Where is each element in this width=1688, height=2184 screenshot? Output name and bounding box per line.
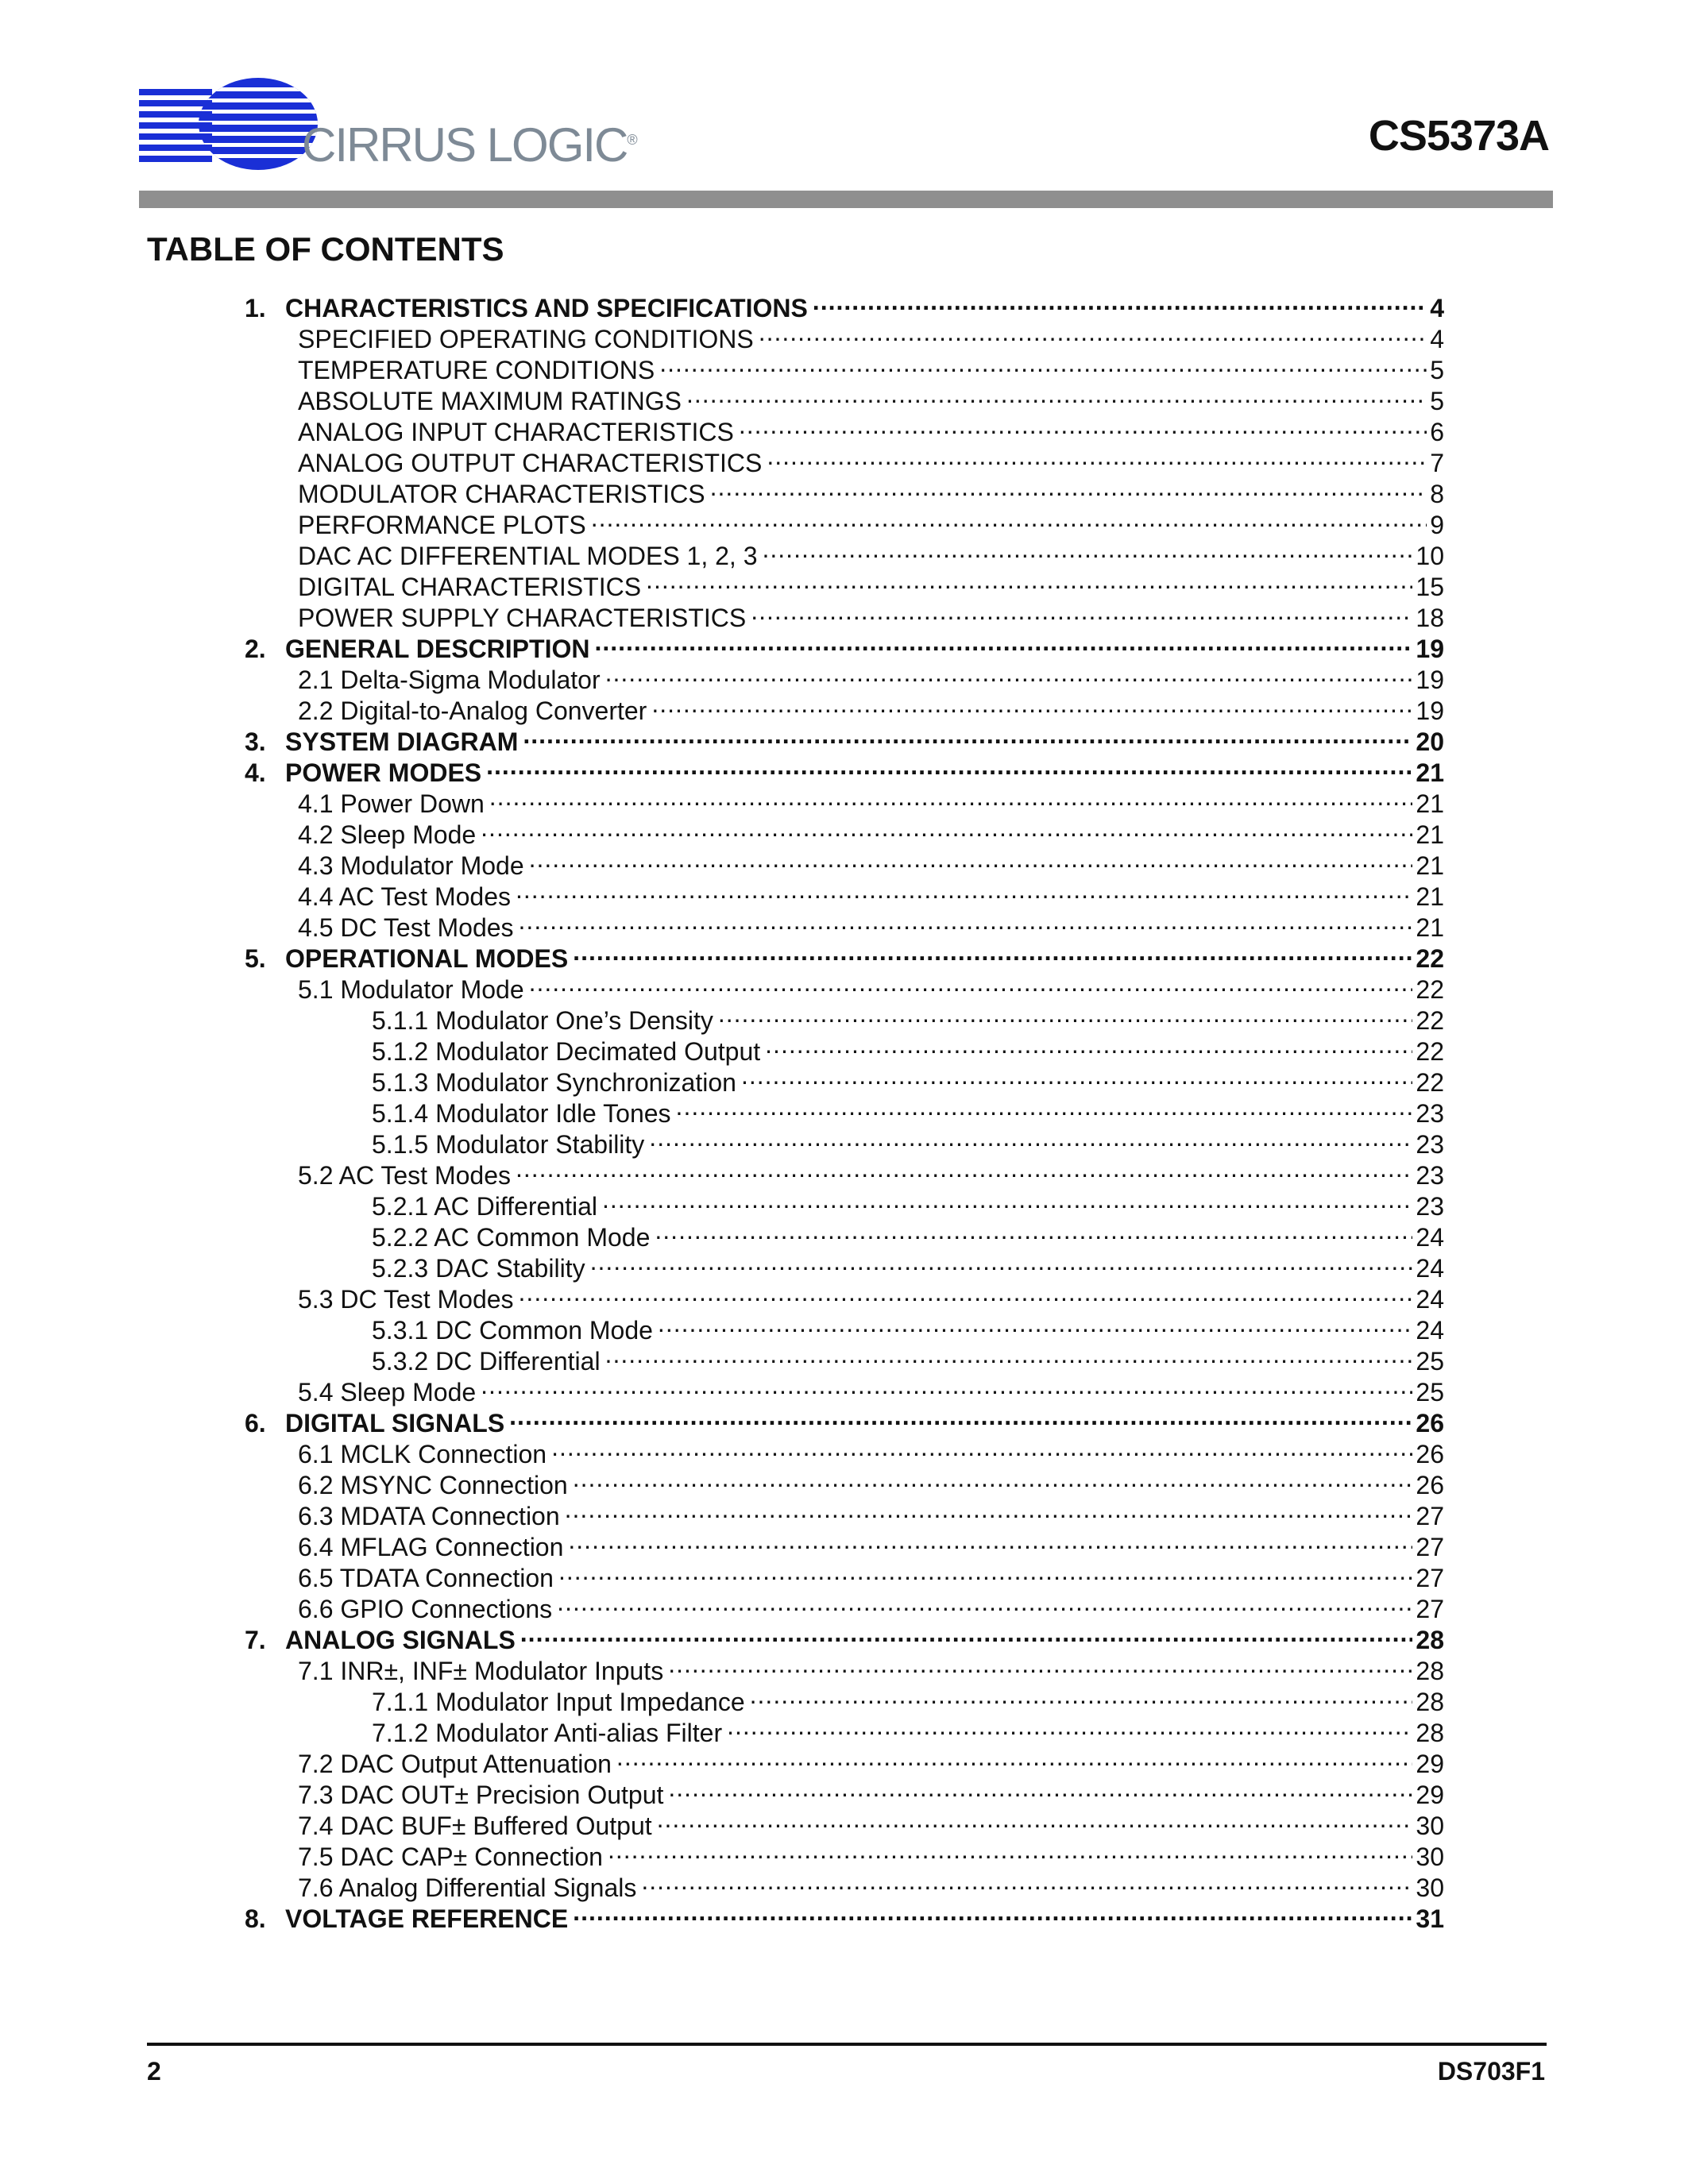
toc-entry-title: 7.3 DAC OUT± Precision Output xyxy=(298,1781,664,1809)
toc-entry-page: 5 xyxy=(1430,387,1444,415)
toc-dot-leader xyxy=(591,503,1427,534)
toc-dot-leader xyxy=(551,1432,1412,1463)
toc-entry-title: 5.4 Sleep Mode xyxy=(298,1378,477,1406)
toc-entry-page: 28 xyxy=(1416,1719,1444,1747)
toc-dot-leader xyxy=(641,1866,1412,1897)
toc-entry-title: 7.1 INR±, INF± Modulator Inputs xyxy=(298,1657,664,1685)
toc-entry-page: 8 xyxy=(1430,480,1444,508)
toc-entry-title: 4.5 DC Test Modes xyxy=(298,913,514,942)
toc-entry-page: 27 xyxy=(1416,1595,1444,1623)
toc-entry-page: 25 xyxy=(1416,1347,1444,1376)
toc-dot-leader xyxy=(573,936,1412,967)
toc-entry-title: 5.2.2 AC Common Mode xyxy=(372,1223,651,1252)
toc-entry-page: 24 xyxy=(1416,1223,1444,1252)
toc-entry-title: 5.1.5 Modulator Stability xyxy=(372,1130,645,1159)
toc-entry-page: 27 xyxy=(1416,1533,1444,1561)
toc-entry-page: 19 xyxy=(1416,666,1444,694)
toc-entry-title: TEMPERATURE CONDITIONS xyxy=(298,356,655,384)
toc-entry-title: CHARACTERISTICS AND SPECIFICATIONS xyxy=(285,294,808,322)
toc-dot-leader xyxy=(602,1184,1412,1215)
toc-dot-leader xyxy=(727,1711,1412,1742)
page-title: TABLE OF CONTENTS xyxy=(147,230,504,268)
toc-dot-leader xyxy=(519,905,1413,936)
toc-entry-page: 10 xyxy=(1416,542,1444,570)
toc-entry-title: 2.1 Delta-Sigma Modulator xyxy=(298,666,601,694)
toc-dot-leader xyxy=(751,596,1412,627)
toc-entry-number: 8. xyxy=(245,1904,266,1933)
toc-entry-page: 24 xyxy=(1416,1316,1444,1345)
toc-entry-page: 29 xyxy=(1416,1750,1444,1778)
toc-dot-leader xyxy=(763,534,1413,565)
footer-divider xyxy=(147,2043,1547,2046)
toc-entry-page: 21 xyxy=(1416,820,1444,849)
toc-entry-title: 5.3.2 DC Differential xyxy=(372,1347,601,1376)
toc-dot-leader xyxy=(557,1587,1412,1618)
toc-dot-leader xyxy=(651,689,1412,720)
toc-dot-leader xyxy=(523,720,1412,751)
toc-entry-page: 23 xyxy=(1416,1099,1444,1128)
toc-dot-leader xyxy=(668,1773,1412,1804)
toc-entry-page: 29 xyxy=(1416,1781,1444,1809)
toc-entry-title: 5.3 DC Test Modes xyxy=(298,1285,514,1314)
toc-entry-page: 15 xyxy=(1416,573,1444,601)
toc-entry-page: 23 xyxy=(1416,1130,1444,1159)
toc-entry-title: 5.3.1 DC Common Mode xyxy=(372,1316,653,1345)
toc-dot-leader xyxy=(750,1680,1413,1711)
logo-swoosh-icon xyxy=(139,70,322,181)
toc-entry-title: 5.1.2 Modulator Decimated Output xyxy=(372,1037,761,1066)
toc-entry-title: 7.4 DAC BUF± Buffered Output xyxy=(298,1812,652,1840)
toc-entry-number: 3. xyxy=(245,727,266,756)
toc-entry-page: 22 xyxy=(1416,944,1444,973)
toc-entry-title: POWER MODES xyxy=(285,758,482,787)
toc-entry-number: 7. xyxy=(245,1626,266,1654)
toc-dot-leader xyxy=(765,1029,1412,1060)
toc-dot-leader xyxy=(741,1060,1412,1091)
toc-entry-page: 20 xyxy=(1416,727,1444,756)
toc-entry-page: 4 xyxy=(1430,325,1444,353)
toc-entry-title: DIGITAL SIGNALS xyxy=(285,1409,505,1437)
toc-entry-page: 22 xyxy=(1416,1037,1444,1066)
toc-entry-number: 2. xyxy=(245,635,266,663)
footer-page-number: 2 xyxy=(147,2057,161,2086)
toc-entry-title: PERFORMANCE PLOTS xyxy=(298,511,586,539)
toc-entry-page: 23 xyxy=(1416,1161,1444,1190)
toc-dot-leader xyxy=(657,1804,1413,1835)
toc-entry-title: 5.1 Modulator Mode xyxy=(298,975,524,1004)
toc-entry-title: 7.5 DAC CAP± Connection xyxy=(298,1843,603,1871)
toc-dot-leader xyxy=(676,1091,1413,1122)
toc-entry-page: 28 xyxy=(1416,1688,1444,1716)
toc-entry-number: 4. xyxy=(245,758,266,787)
toc-dot-leader xyxy=(767,441,1427,472)
toc-entry-page: 4 xyxy=(1430,294,1444,322)
toc-entry-page: 22 xyxy=(1416,975,1444,1004)
toc-entry-title: MODULATOR CHARACTERISTICS xyxy=(298,480,705,508)
toc-entry-title: 6.2 MSYNC Connection xyxy=(298,1471,568,1499)
toc-entry-title: 4.2 Sleep Mode xyxy=(298,820,477,849)
toc-dot-leader xyxy=(605,1339,1413,1370)
toc-entry-title: 7.2 DAC Output Attenuation xyxy=(298,1750,612,1778)
toc-entry-page: 27 xyxy=(1416,1564,1444,1592)
toc-dot-leader xyxy=(565,1494,1413,1525)
toc-dot-leader xyxy=(649,1122,1412,1153)
toc-entry-title: ANALOG INPUT CHARACTERISTICS xyxy=(298,418,734,446)
toc-dot-leader xyxy=(658,1308,1412,1339)
toc-entry-title: ABSOLUTE MAXIMUM RATINGS xyxy=(298,387,682,415)
toc-dot-leader xyxy=(529,843,1413,874)
toc-entry-title: VOLTAGE REFERENCE xyxy=(285,1904,569,1933)
toc-entry-page: 21 xyxy=(1416,913,1444,942)
toc-entry-title: POWER SUPPLY CHARACTERISTICS xyxy=(298,604,747,632)
toc-dot-leader xyxy=(558,1556,1412,1587)
toc-dot-leader xyxy=(590,1246,1413,1277)
table-of-contents xyxy=(245,286,1444,1933)
toc-dot-leader xyxy=(710,472,1427,503)
toc-dot-leader xyxy=(568,1525,1412,1556)
toc-dot-leader xyxy=(529,967,1413,998)
toc-dot-leader xyxy=(659,348,1427,379)
toc-entry-page: 9 xyxy=(1430,511,1444,539)
toc-entry-page: 5 xyxy=(1430,356,1444,384)
toc-entry-page: 24 xyxy=(1416,1254,1444,1283)
toc-entry-number: 1. xyxy=(245,294,266,322)
toc-entry-page: 7 xyxy=(1430,449,1444,477)
toc-entry-title: GENERAL DESCRIPTION xyxy=(285,635,590,663)
toc-entry-page: 25 xyxy=(1416,1378,1444,1406)
toc-entry-page: 21 xyxy=(1416,758,1444,787)
toc-entry-title: 4.1 Power Down xyxy=(298,789,485,818)
toc-dot-leader xyxy=(718,998,1413,1029)
toc-dot-leader xyxy=(759,317,1427,348)
toc-dot-leader xyxy=(739,410,1427,441)
toc-entry-title: ANALOG OUTPUT CHARACTERISTICS xyxy=(298,449,763,477)
toc-entry-page: 22 xyxy=(1416,1006,1444,1035)
toc-entry-number: 6. xyxy=(245,1409,266,1437)
toc-entry-page: 26 xyxy=(1416,1471,1444,1499)
toc-dot-leader xyxy=(616,1742,1412,1773)
toc-entry-page: 28 xyxy=(1416,1626,1444,1654)
toc-entry-title: 4.4 AC Test Modes xyxy=(298,882,511,911)
toc-dot-leader xyxy=(520,1618,1413,1649)
toc-entry-title: 5.2.3 DAC Stability xyxy=(372,1254,585,1283)
toc-dot-leader xyxy=(686,379,1427,410)
toc-dot-leader xyxy=(519,1277,1413,1308)
toc-dot-leader xyxy=(594,627,1412,658)
toc-dot-leader xyxy=(605,658,1413,689)
toc-entry-page: 22 xyxy=(1416,1068,1444,1097)
toc-entry-title: SPECIFIED OPERATING CONDITIONS xyxy=(298,325,754,353)
toc-entry-title: DIGITAL CHARACTERISTICS xyxy=(298,573,642,601)
toc-entry-number: 5. xyxy=(245,944,266,973)
toc-entry-page: 19 xyxy=(1416,696,1444,725)
toc-entry-title: 7.6 Analog Differential Signals xyxy=(298,1873,637,1902)
toc-dot-leader xyxy=(573,1463,1413,1494)
toc-dot-leader xyxy=(573,1897,1412,1927)
toc-entry-page: 21 xyxy=(1416,789,1444,818)
toc-entry-page: 30 xyxy=(1416,1843,1444,1871)
toc-entry-title: 5.1.1 Modulator One’s Density xyxy=(372,1006,713,1035)
toc-entry-title: 7.1.2 Modulator Anti-alias Filter xyxy=(372,1719,723,1747)
footer-doc-id: DS703F1 xyxy=(1437,2057,1545,2086)
toc-entry-title: OPERATIONAL MODES xyxy=(285,944,569,973)
toc-entry-page: 30 xyxy=(1416,1873,1444,1902)
toc-entry-title: 4.3 Modulator Mode xyxy=(298,851,524,880)
toc-dot-leader xyxy=(489,781,1413,812)
toc-entry-page: 23 xyxy=(1416,1192,1444,1221)
toc-dot-leader xyxy=(486,751,1412,781)
toc-entry-title: 7.1.1 Modulator Input Impedance xyxy=(372,1688,745,1716)
toc-entry-title: 5.2.1 AC Differential xyxy=(372,1192,598,1221)
toc-entry-page: 26 xyxy=(1416,1409,1444,1437)
toc-entry-title: SYSTEM DIAGRAM xyxy=(285,727,519,756)
toc-entry-page: 24 xyxy=(1416,1285,1444,1314)
toc-dot-leader xyxy=(646,565,1412,596)
toc-entry-title: 5.2 AC Test Modes xyxy=(298,1161,511,1190)
toc-dot-leader xyxy=(516,874,1412,905)
toc-entry-page: 21 xyxy=(1416,882,1444,911)
toc-entry-page: 21 xyxy=(1416,851,1444,880)
toc-entry-title: 6.5 TDATA Connection xyxy=(298,1564,554,1592)
toc-entry-page: 18 xyxy=(1416,604,1444,632)
toc-entry-page: 30 xyxy=(1416,1812,1444,1840)
toc-entry-page: 19 xyxy=(1416,635,1444,663)
toc-dot-leader xyxy=(481,812,1412,843)
header-divider xyxy=(139,191,1553,208)
toc-dot-leader xyxy=(655,1215,1412,1246)
toc-entry-title: ANALOG SIGNALS xyxy=(285,1626,516,1654)
toc-entry-title: 5.1.3 Modulator Synchronization xyxy=(372,1068,736,1097)
toc-entry-page: 28 xyxy=(1416,1657,1444,1685)
toc-dot-leader xyxy=(608,1835,1412,1866)
toc-entry-title: 6.6 GPIO Connections xyxy=(298,1595,553,1623)
toc-entry-page: 6 xyxy=(1430,418,1444,446)
toc-entry-title: 6.4 MFLAG Connection xyxy=(298,1533,564,1561)
toc-dot-leader xyxy=(668,1649,1412,1680)
toc-entry-title: 2.2 Digital-to-Analog Converter xyxy=(298,696,647,725)
part-number: CS5373A xyxy=(1368,112,1549,160)
toc-entry-title: DAC AC DIFFERENTIAL MODES 1, 2, 3 xyxy=(298,542,758,570)
toc-entry-page: 27 xyxy=(1416,1502,1444,1530)
toc-entry-title: 5.1.4 Modulator Idle Tones xyxy=(372,1099,671,1128)
toc-dot-leader xyxy=(813,286,1427,317)
toc-entry-title: 6.1 MCLK Connection xyxy=(298,1440,547,1468)
cirrus-logic-logo xyxy=(139,70,638,181)
toc-entry-page: 26 xyxy=(1416,1440,1444,1468)
toc-dot-leader xyxy=(509,1401,1412,1432)
toc-dot-leader xyxy=(516,1153,1412,1184)
logo-wordmark: CIRRUS LOGIC® xyxy=(302,118,638,172)
toc-entry[interactable] xyxy=(245,286,1444,322)
toc-dot-leader xyxy=(481,1370,1412,1401)
toc-entry-page: 31 xyxy=(1416,1904,1444,1933)
toc-entry-title: 6.3 MDATA Connection xyxy=(298,1502,560,1530)
